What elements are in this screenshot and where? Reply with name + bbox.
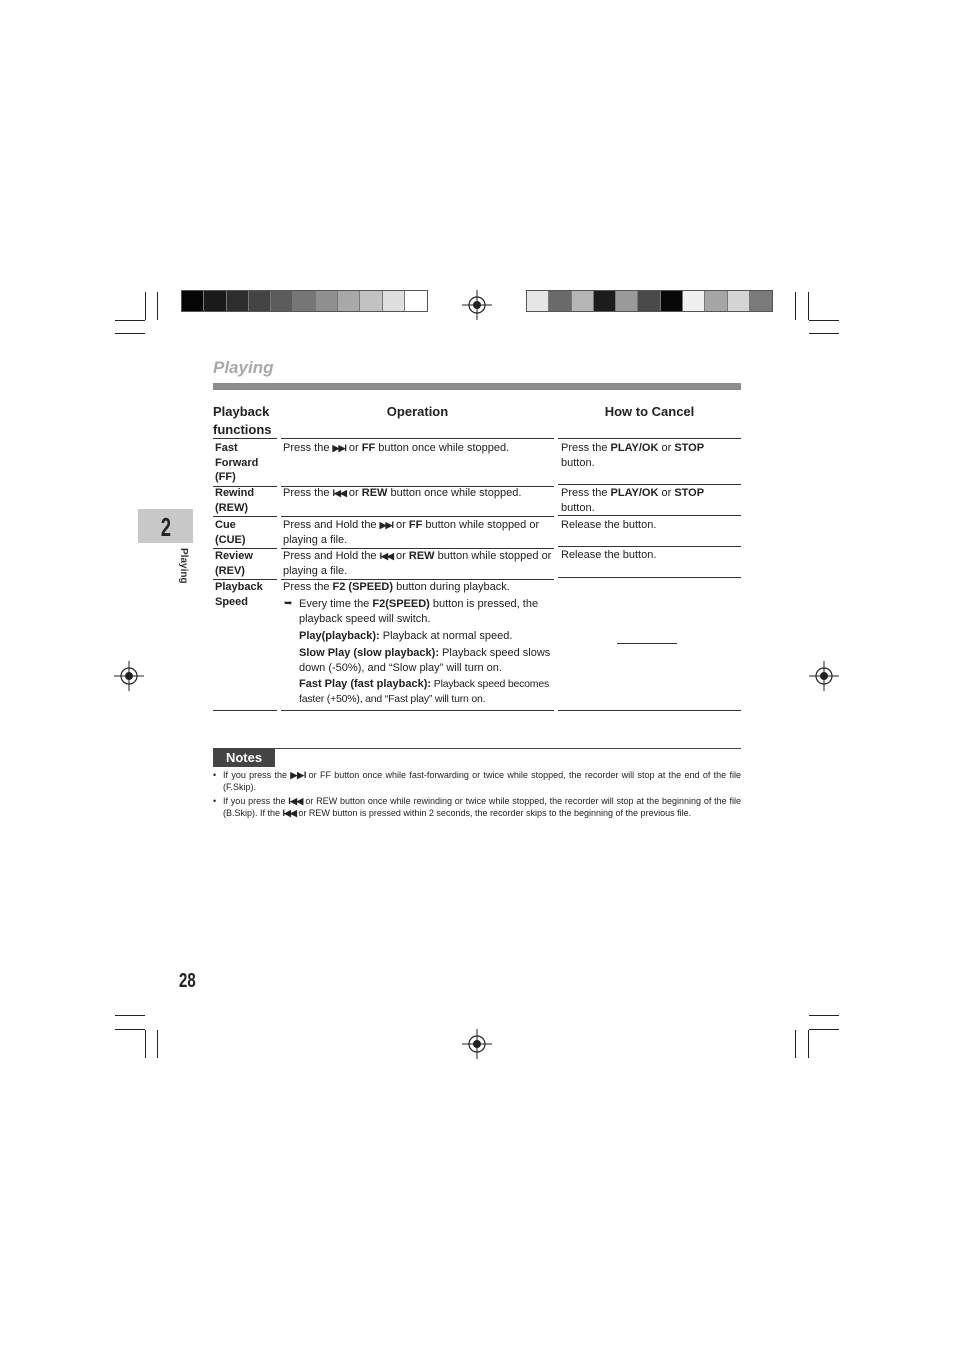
registration-mark-right-icon [809,661,839,691]
rewind-icon: I◀◀ [288,796,303,806]
rewind-icon: I◀◀ [332,488,346,498]
row-rew-name: Rewind (REW) [215,487,255,514]
registration-mark-top-icon [462,290,492,320]
arrow-bullet-icon: ➥ [284,598,293,609]
chapter-side-label: Playing [178,548,189,584]
header-how-to-cancel: How to Cancel [604,404,695,419]
row-speed-operation: Press the F2 (SPEED) button during playback. [283,581,510,593]
section-title: Playing [213,358,274,377]
row-cue-cancel: Release the button. [561,519,657,531]
row-ff-name: Fast Forward (FF) [215,442,259,483]
gray-scale-bar-right [526,290,773,312]
fast-forward-icon: ▶▶I [379,520,393,530]
note-item-bskip: • If you press the I◀◀ or REW button once while rewinding or twice while stopped, the recorder will stop at the beginning of the file (B.Skip). If the I◀◀ or REW button is pressed within 2 seconds, the recorder skips to the beginning of the previous file. [213,796,741,818]
registration-mark-left-icon [114,661,144,691]
header-playback-functions: Playback functions [213,404,272,437]
row-speed-name: Playback Speed [215,581,263,608]
gray-scale-bar-left [181,290,428,312]
registration-mark-bottom-icon [462,1029,492,1059]
header-operation: Operation [386,404,449,419]
row-speed-bullet: ➥ Every time the F2(SPEED) button is pressed, the playback speed will switch. [284,598,539,625]
section-title-bar [213,383,741,390]
speed-slow-play: Slow Play (slow playback): Playback speed slows down (-50%), and “Slow play” will turn on. [299,647,551,674]
fast-forward-icon: ▶▶I [290,770,306,780]
row-cue-name: Cue (CUE) [215,519,246,546]
rewind-icon: I◀◀ [282,807,296,818]
row-rew-operation: Press the I◀◀ or REW button once while stopped. [283,487,522,499]
row-rev-cancel: Release the button. [561,549,657,561]
speed-play-normal: Play(playback): Playback at normal speed. [299,630,513,642]
row-ff-operation: Press the ▶▶I or FF button once while stopped. [283,442,510,454]
speed-fast-play: Fast Play (fast playback): Playback speed becomes faster (+50%), and “Fast play” will turn on. [299,678,550,705]
row-rew-cancel: Press the PLAY/OK or STOP button. [561,487,705,514]
cancel-placeholder-dash [617,643,677,644]
notes-label: Notes [213,748,275,767]
chapter-number: 2 [160,512,172,542]
row-ff-cancel: Press the PLAY/OK or STOP button. [561,442,705,469]
note-item-fskip: • If you press the ▶▶I or FF button once while fast-forwarding or twice while stopped, the recorder will stop at the end of the file (F.Skip). [213,770,741,792]
row-rev-operation: Press and Hold the I◀◀ or REW button while stopped or playing a file. [283,550,552,577]
row-cue-operation: Press and Hold the ▶▶I or FF button while stopped or playing a file. [283,519,540,546]
rewind-icon: I◀◀ [379,551,393,561]
row-rev-name: Review (REV) [215,550,253,577]
page-number: 28 [179,970,196,992]
fast-forward-icon: ▶▶I [332,443,346,453]
